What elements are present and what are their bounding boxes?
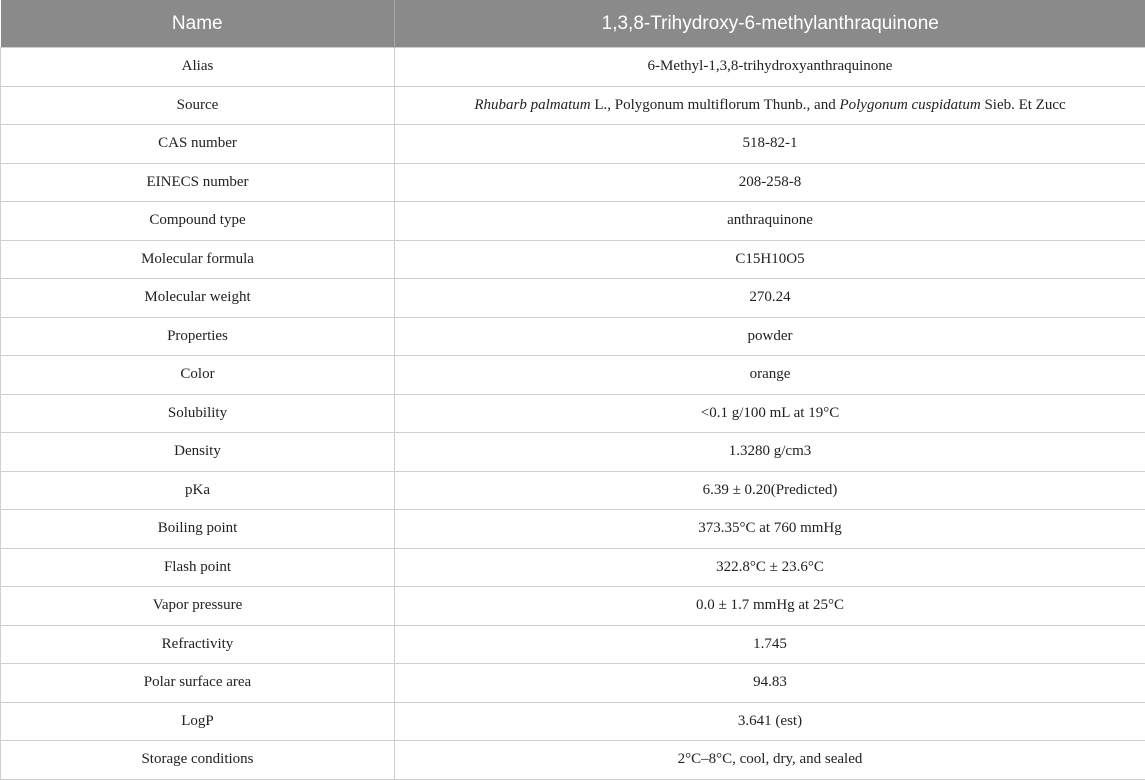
row-label: Molecular formula <box>1 240 395 279</box>
row-value: 1.745 <box>395 625 1145 664</box>
row-value: 373.35°C at 760 mmHg <box>395 510 1145 549</box>
table-row <box>1 510 1145 549</box>
row-label: Storage conditions <box>1 741 395 780</box>
source-text-2: Sieb. Et Zucc <box>980 96 1066 113</box>
table-row <box>1 548 1145 587</box>
row-value: powder <box>395 317 1145 356</box>
source-text-1: L., Polygonum multiflorum Thunb., and <box>590 96 840 113</box>
table-row <box>1 202 1145 241</box>
row-label: Refractivity <box>1 625 395 664</box>
table-body <box>1 48 1145 780</box>
source-species-1: Rhubarb palmatum <box>474 96 591 113</box>
table-row <box>1 86 1145 125</box>
row-value: 94.83 <box>395 664 1145 703</box>
table-row <box>1 279 1145 318</box>
header-name: Name <box>1 0 395 48</box>
row-value: 518-82-1 <box>395 125 1145 164</box>
row-label: Polar surface area <box>1 664 395 703</box>
row-value: 2°C–8°C, cool, dry, and sealed <box>395 741 1145 780</box>
row-label: Molecular weight <box>1 279 395 318</box>
source-species-2: Polygonum cuspidatum <box>839 96 981 113</box>
row-value: 208-258-8 <box>395 163 1145 202</box>
row-label: Alias <box>1 48 395 87</box>
table-row <box>1 163 1145 202</box>
row-label: Color <box>1 356 395 395</box>
row-label: Source <box>1 86 395 125</box>
row-label: Vapor pressure <box>1 587 395 626</box>
table-row <box>1 587 1145 626</box>
row-value: 6.39 ± 0.20(Predicted) <box>395 471 1145 510</box>
row-label: CAS number <box>1 125 395 164</box>
header-row <box>1 0 1145 48</box>
table-row <box>1 625 1145 664</box>
table-row <box>1 317 1145 356</box>
row-label: Solubility <box>1 394 395 433</box>
row-value <box>395 86 1145 125</box>
table-row <box>1 356 1145 395</box>
row-value: 322.8°C ± 23.6°C <box>395 548 1145 587</box>
table-row <box>1 471 1145 510</box>
row-value: C15H10O5 <box>395 240 1145 279</box>
row-value: 0.0 ± 1.7 mmHg at 25°C <box>395 587 1145 626</box>
row-label: EINECS number <box>1 163 395 202</box>
table-row <box>1 702 1145 741</box>
row-value: <0.1 g/100 mL at 19°C <box>395 394 1145 433</box>
table-header <box>1 0 1145 48</box>
row-value: 3.641 (est) <box>395 702 1145 741</box>
header-compound-name: 1,3,8-Trihydroxy-6-methylanthraquinone <box>395 0 1145 48</box>
table-row <box>1 394 1145 433</box>
row-value: 1.3280 g/cm3 <box>395 433 1145 472</box>
row-value: anthraquinone <box>395 202 1145 241</box>
row-label: Compound type <box>1 202 395 241</box>
table-row <box>1 48 1145 87</box>
row-value: orange <box>395 356 1145 395</box>
table-row <box>1 125 1145 164</box>
row-label: Flash point <box>1 548 395 587</box>
row-label: Boiling point <box>1 510 395 549</box>
row-label: Density <box>1 433 395 472</box>
row-label: LogP <box>1 702 395 741</box>
row-value: 6-Methyl-1,3,8-trihydroxyanthraquinone <box>395 48 1145 87</box>
row-value: 270.24 <box>395 279 1145 318</box>
row-label: pKa <box>1 471 395 510</box>
table-row <box>1 741 1145 780</box>
table-row <box>1 240 1145 279</box>
row-label: Properties <box>1 317 395 356</box>
table-row <box>1 433 1145 472</box>
table-row <box>1 664 1145 703</box>
